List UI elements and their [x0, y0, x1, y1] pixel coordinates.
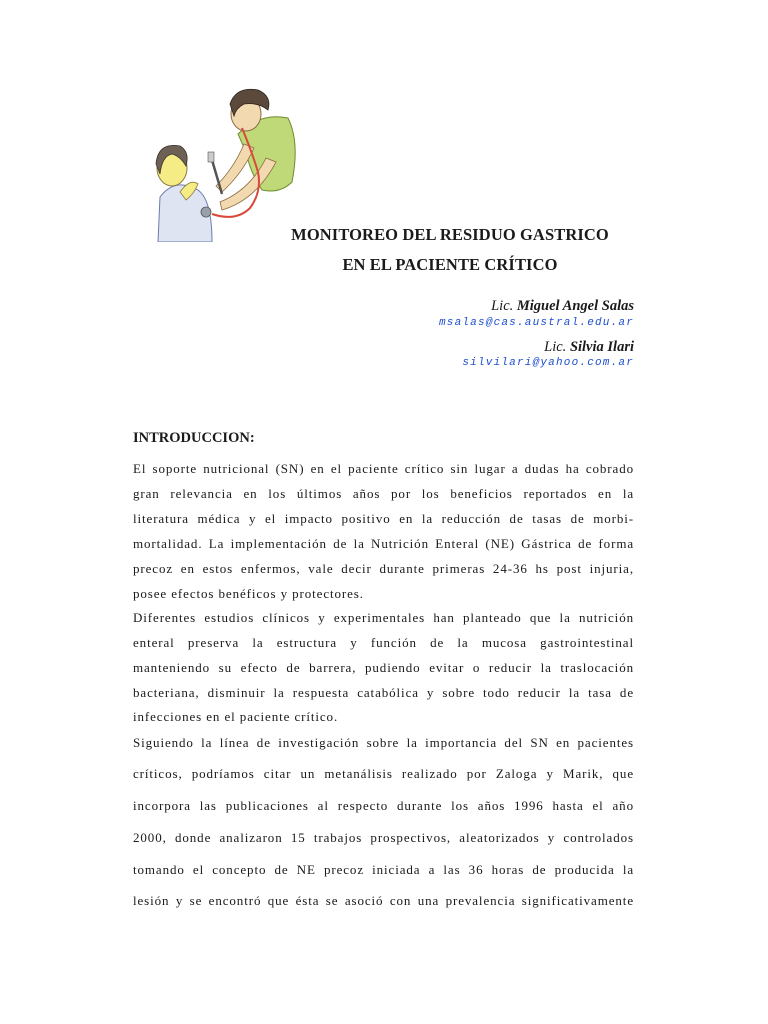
body-line: enteral preserva la estructura y función de la mucosa gastrointestinal — [133, 635, 634, 650]
document-title-line-2: EN EL PACIENTE CRÍTICO — [342, 255, 558, 274]
body-line: críticos, podríamos citar un metanálisis realizado por Zaloga y Marik, que — [133, 766, 634, 781]
author-1 — [491, 298, 634, 315]
body-line: Siguiendo la línea de investigación sobre la importancia del SN en pacientes — [133, 735, 634, 750]
body-line: bacteriana, disminuir la respuesta catabólica y sobre todo reducir la tasa de — [133, 685, 634, 700]
body-line: 2000, donde analizaron 15 trabajos prospectivos, aleatorizados y controlados — [133, 830, 634, 845]
body-line: literatura médica y el impacto positivo en la reducción de tasas de morbi- — [133, 511, 634, 526]
body-line: mortalidad. La implementación de la Nutrición Enteral (NE) Gástrica de forma — [133, 536, 634, 551]
author-prefix: Lic. — [544, 339, 567, 355]
author-name: Silvia Ilari — [569, 339, 634, 355]
body-line: precoz en estos enfermos, vale decir durante primeras 24-36 hs post injuria, — [133, 561, 634, 576]
document-title-line-1: MONITOREO DEL RESIDUO GASTRICO — [291, 225, 609, 244]
body-line: gran relevancia en los últimos años por los beneficios reportados en la — [133, 486, 634, 501]
body-line: manteniendo su efecto de barrera, pudiendo evitar o reducir la traslocación — [133, 660, 634, 675]
author-2 — [544, 339, 634, 356]
body-line: posee efectos benéficos y protectores. — [133, 586, 364, 601]
body-line: infecciones en el paciente crítico. — [133, 709, 339, 724]
body-line: El soporte nutricional (SN) en el paciente crítico sin lugar a dudas ha cobrado — [133, 461, 634, 476]
author-name: Miguel Angel Salas — [516, 298, 634, 314]
author-2-email-link[interactable]: silvilari@yahoo.com.ar — [462, 357, 634, 369]
section-heading: INTRODUCCION: — [133, 430, 255, 446]
body-line: tomando el concepto de NE precoz iniciada a las 36 horas de producida la — [133, 862, 634, 877]
author-prefix: Lic. — [491, 298, 514, 314]
body-line: Diferentes estudios clínicos y experimentales han planteado que la nutrición — [133, 610, 634, 625]
body-line: incorpora las publicaciones al respecto durante los años 1996 hasta el año — [133, 798, 634, 813]
nurse-patient-illustration — [150, 82, 300, 242]
body-line: lesión y se encontró que ésta se asoció con una prevalencia significativamente — [133, 893, 634, 908]
author-1-email-link[interactable]: msalas@cas.austral.edu.ar — [438, 317, 634, 329]
